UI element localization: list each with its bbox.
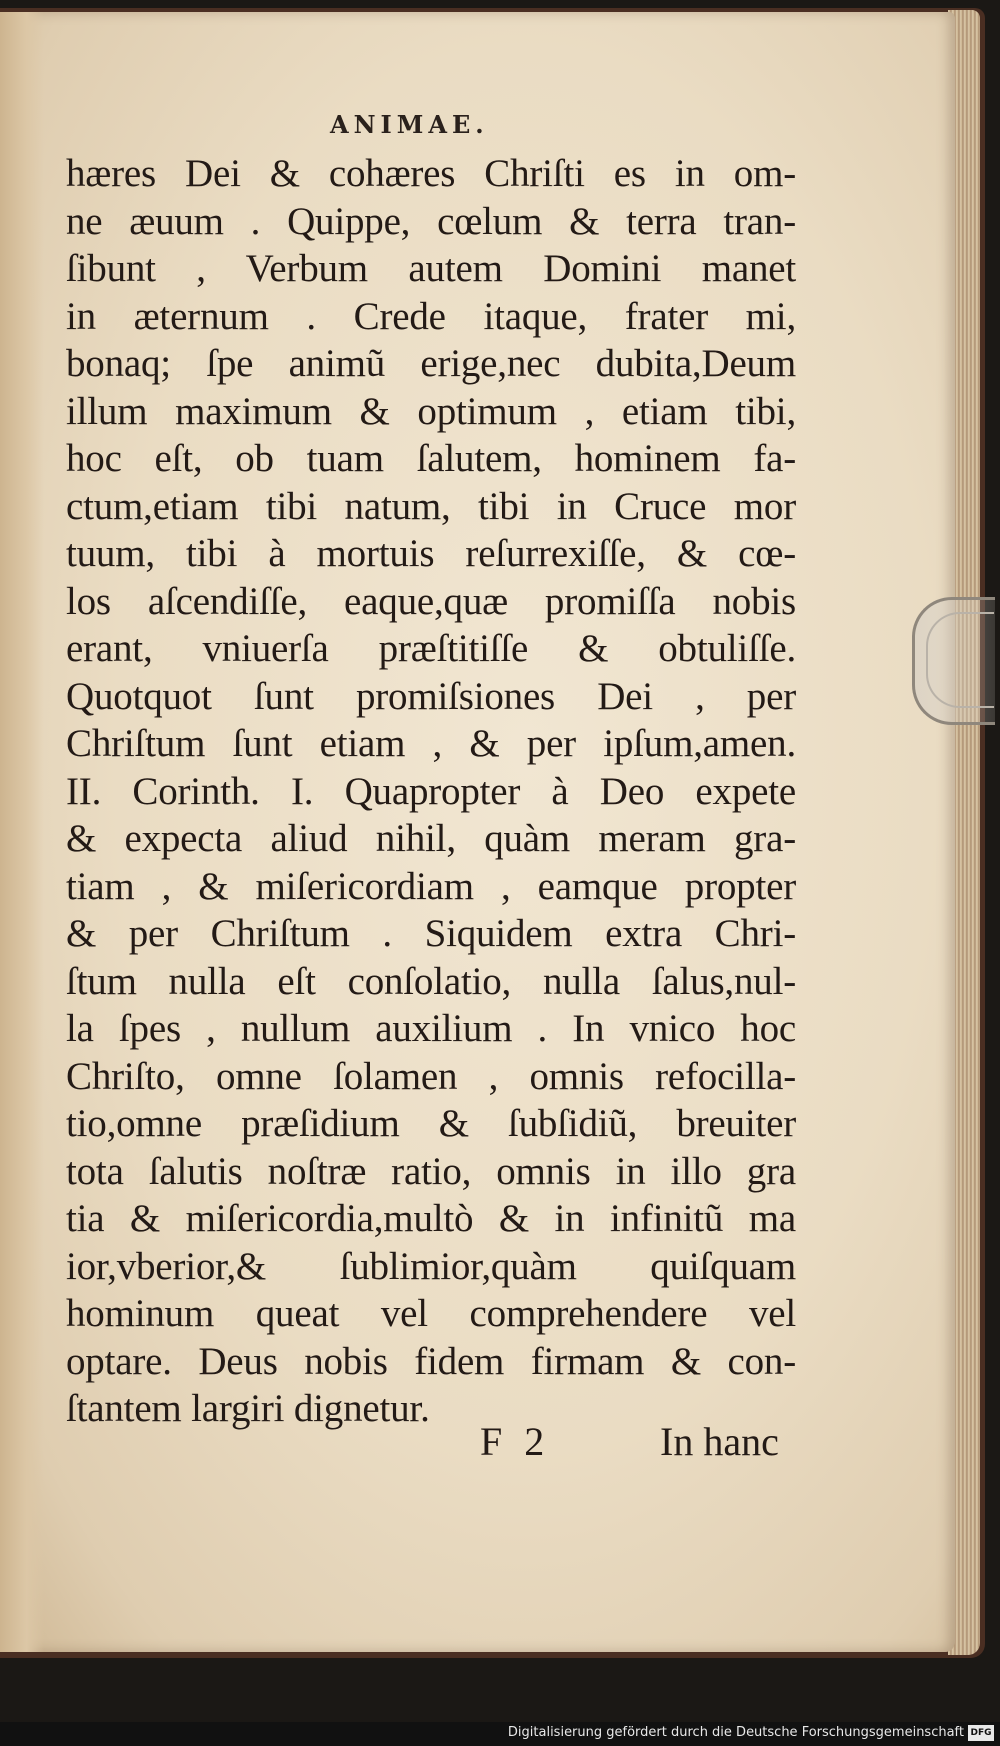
running-head: ANIMAE.	[330, 110, 489, 139]
text-line: tuum, tibi à mortuis reſurrexiſſe, & cœ-	[66, 532, 796, 575]
signature-mark: F 2	[480, 1419, 551, 1464]
text-line: hoc eſt, ob tuam ſalutem, hominem fa-	[66, 437, 796, 480]
text-line: ſtum nulla eſt conſolatio, nulla ſalus,nul-	[66, 959, 796, 1003]
text-line: hominum queat vel comprehendere vel	[66, 1292, 796, 1335]
text-line: tota ſalutis noſtræ ratio, omnis in illo gra	[66, 1149, 796, 1193]
digitization-footer	[0, 1722, 1000, 1746]
text-line: tia & miſericordia,multò & in infinitũ ma	[66, 1197, 796, 1240]
text-line: ne æuum . Quippe, cœlum & terra tran-	[66, 199, 796, 243]
catchword: In hanc	[660, 1419, 779, 1464]
text-line: & expecta aliud nihil, quàm meram gra-	[66, 817, 796, 860]
text-line: ſibunt , Verbum autem Domini manet	[66, 247, 796, 290]
text-line: hæres Dei & cohæres Chriſti es in om-	[66, 152, 796, 195]
text-line: tio,omne præſidium & ſubſidiũ, breuiter	[66, 1102, 796, 1145]
text-line: & per Chriſtum . Siquidem extra Chri-	[66, 912, 796, 955]
text-line: II. Corinth. I. Quapropter à Deo expete	[66, 769, 796, 813]
text-line: in æternum . Crede itaque, frater mi,	[66, 294, 796, 338]
text-line: ctum,etiam tibi natum, tibi in Cruce mor	[66, 484, 796, 528]
text-line: optare. Deus nobis fidem firmam & con-	[66, 1339, 796, 1383]
text-line: ior,vberior,& ſublimior,quàm quiſquam	[66, 1244, 796, 1288]
text-line: Chriſtum ſunt etiam , & per ipſum,amen.	[66, 722, 796, 765]
clasp-inner-icon	[926, 612, 994, 708]
text-line: la ſpes , nullum auxilium . In vnico hoc	[66, 1007, 796, 1050]
text-line: Chriſto, omne ſolamen , omnis refocilla-	[66, 1054, 796, 1098]
text-line: Quotquot ſunt promiſsiones Dei , per	[66, 674, 796, 718]
dfg-logo-icon: DFG	[968, 1725, 994, 1741]
page-gutter	[0, 12, 44, 1652]
funding-credit: Digitalisierung gefördert durch die Deutsche Forschungsgemeinschaft	[507, 1725, 964, 1740]
text-line: illum maximum & optimum , etiam tibi,	[66, 389, 796, 433]
text-line: tiam , & miſericordiam , eamque propter	[66, 864, 796, 908]
text-line: ſtantem largiri dignetur.	[66, 1387, 430, 1430]
text-line: bonaq; ſpe animũ erige,nec dubita,Deum	[66, 342, 796, 385]
text-line: erant, vniuerſa præſtitiſſe & obtuliſſe.	[66, 627, 796, 670]
text-line: los aſcendiſſe, eaque,quæ promiſſa nobis	[66, 579, 796, 623]
text-block	[66, 150, 796, 1433]
